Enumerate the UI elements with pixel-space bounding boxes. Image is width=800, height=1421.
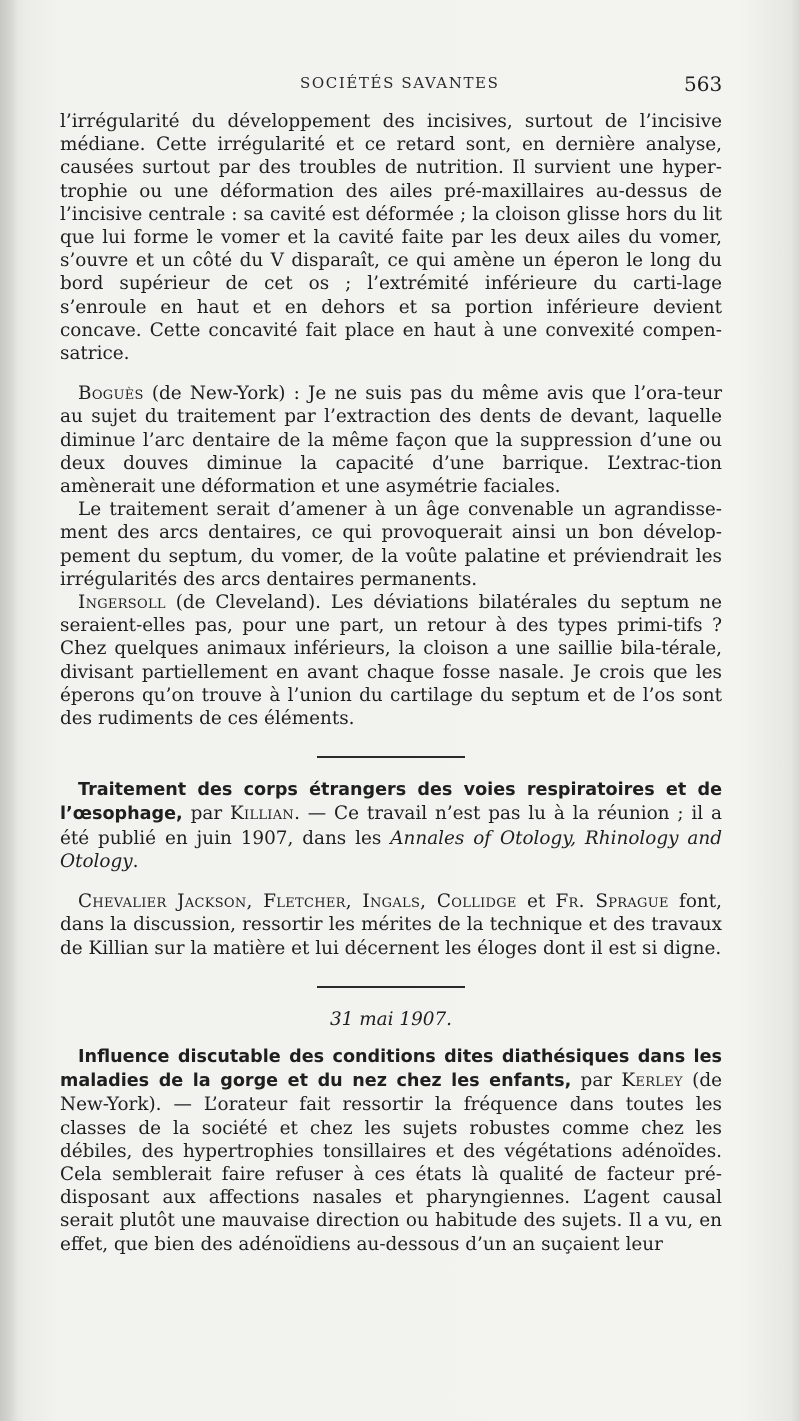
journal-title: Annales of Otology, Rhinology and Otology — [60, 827, 722, 872]
paragraph-text: (de Cleveland). Les déviations bilatérales du septum ne seraient-elles pas, pour une part, un retour à des types primi-tifs ? Chez quelques animaux inférieurs, la cloison a une saillie bila-térale, divisant partiellement en avant chaque fosse nasale. Je crois que les éperons qu’on trouve à l’union du cartilage du septum et de l’os sont des rudiments de ces éléments. — [60, 592, 722, 730]
paragraph-text: font, dans la discussion, ressortir les mérites de la technique et des travaux de Killian sur la matière et lui décernent les éloges dont il est si digne. — [60, 891, 722, 959]
section-text: . — Ce travail n’est pas lu à la réunion ; il a été publié en juin 1907, dans les — [60, 803, 722, 849]
paragraph-text: et — [516, 891, 556, 913]
section-title: Traitement des corps étrangers des voies respiratoires et de l’œsophage, — [60, 780, 722, 825]
author-name: Kerley — [621, 1070, 683, 1092]
speaker-name: Ingersoll — [78, 592, 166, 614]
session-date: 31 mai 1907. — [329, 1008, 453, 1030]
page-number: 563 — [684, 72, 723, 96]
running-title: SOCIÉTÉS SAVANTES — [300, 74, 500, 92]
author-name: Killian — [229, 803, 295, 825]
speaker-names: Chevalier Jackson, Fletcher, Ingals, Collidge — [78, 891, 517, 913]
speaker-name: Fr. Sprague — [555, 891, 669, 913]
paragraph-ingersoll — [60, 591, 722, 730]
paragraph-continued: l’irrégularité du développement des incisives, surtout de l’incisive médiane. Cette irrégularité et ce retard sont, en dernière analyse, causées surtout par des troubles de nutrition. Il survient une hyper-trophie ou une déformation des ailes pré-maxillaires au-dessus de l’incisive centrale : sa cavité est déformée ; la cloison glisse hors du lit que lui forme le vomer et la cavité faite par les deux ailes du vomer, s’ouvre et un côté du V disparaît, ce qui amène un éperon le long du bord supérieur de cet os ; l’extrémité inférieure du carti-lage s’enroule en haut et en dehors et sa portion inférieure devient concave. Cette concavité fait place en haut à une convexité compen-satrice. — [60, 111, 722, 365]
section-text: (de New-York). — L’orateur fait ressortir la fréquence dans toutes les classes de la société et chez les sujets robustes comme chez les débiles, des hypertrophies tonsillaires et des végétations adénoïdes. Cela semblerait faire refuser à ces états là qualité de facteur pré-disposant aux affections nasales et pharyngiennes. L’agent causal serait plutôt une mauvaise direction ou habitude des sujets. Il a vu, en effet, que bien des adénoïdiens au-dessous d’un an suçaient leur — [60, 1070, 722, 1255]
section-kerley — [60, 1045, 722, 1256]
section-divider — [317, 986, 465, 988]
section-text: . — [132, 850, 139, 872]
section-divider — [317, 756, 465, 758]
section-text: par — [571, 1070, 622, 1092]
running-header — [0, 72, 800, 98]
paragraph-traitement: Le traitement serait d’amener à un âge convenable un agrandisse-ment des arcs dentaires, ce qui provoquerait ainsi un bon dévelop-pement du septum, du vomer, de la voûte palatine et préviendrait les irrégularités des arcs dentaires permanents. — [60, 499, 722, 590]
section-title: Influence discutable des conditions dites diathésiques dans les maladies de la gorge et du nez chez les enfants, — [60, 1046, 722, 1092]
paragraph-text: (de New-York) : Je ne suis pas du même avis que l’ora-teur au sujet du traitement par l’extraction des dents de devant, laquelle diminue l’arc dentaire de la même façon que la suppression d’une ou deux douves diminue la capacité d’une barrique. L’extrac-tion amènerait une déformation et une asymétrie faciales. — [60, 383, 722, 498]
speaker-name: Boguès — [78, 383, 144, 405]
paragraph-bogues — [60, 382, 722, 498]
body-text — [60, 110, 722, 1256]
section-text: par — [182, 803, 230, 825]
paragraph-discussion — [60, 890, 722, 960]
section-killian — [60, 778, 722, 873]
